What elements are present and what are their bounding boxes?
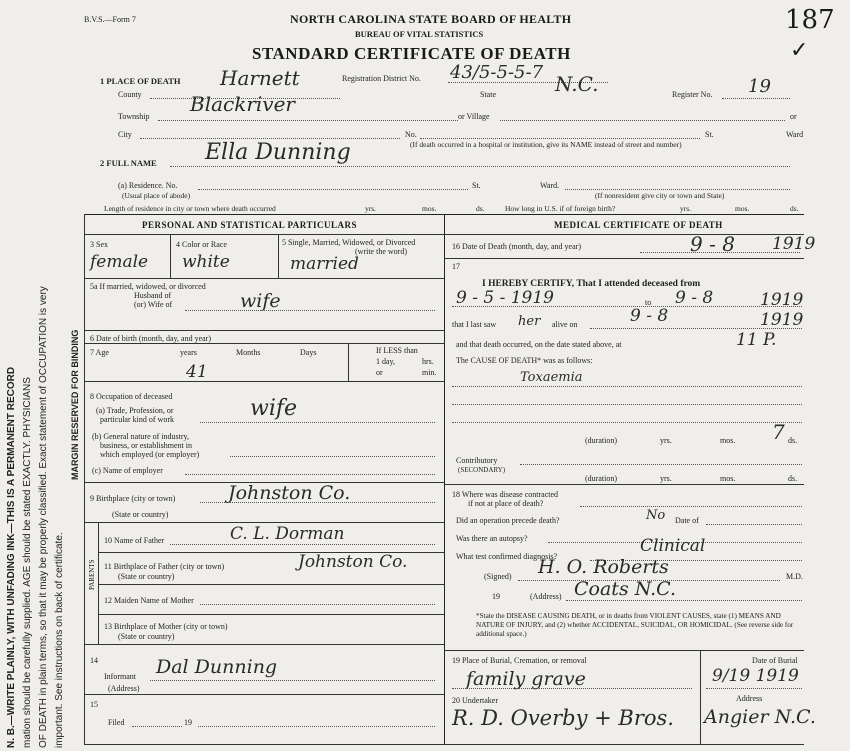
md-label: M.D. xyxy=(786,572,803,581)
informant-address-label: (Address) xyxy=(108,684,140,693)
sex-label: 3 Sex xyxy=(90,240,108,249)
foreign-mos: mos. xyxy=(735,204,750,213)
undertaker-address-value: Angier N.C. xyxy=(704,706,816,728)
duration-yrs-2: yrs. xyxy=(660,474,672,483)
age-years-value: 41 xyxy=(186,362,208,382)
occupation-a-label: (a) Trade, Profession, or xyxy=(96,406,174,415)
mother-birthplace-label: 13 Birthplace of Mother (city or town) xyxy=(104,622,228,631)
village-label: or Village xyxy=(458,112,490,121)
husband-value: wife xyxy=(240,290,281,312)
corner-number: 187 xyxy=(785,5,835,35)
duration-yrs: yrs. xyxy=(660,436,672,445)
death-occurred-label: and that death occurred, on the date stated above, at xyxy=(456,340,622,349)
burial-value: family grave xyxy=(466,668,586,690)
informant-label: Informant xyxy=(104,672,136,681)
father-label: 10 Name of Father xyxy=(104,536,165,545)
county-value: Harnett xyxy=(220,66,300,90)
medical-heading: MEDICAL CERTIFICATE OF DEATH xyxy=(554,220,723,230)
secondary-label: (SECONDARY) xyxy=(458,466,506,474)
alive-on-year: 1919 xyxy=(760,310,804,330)
marital-label-2: (write the word) xyxy=(355,247,407,256)
foreign-ds: ds. xyxy=(790,204,799,213)
item-15: 15 xyxy=(90,700,98,709)
contributory-label: Contributory xyxy=(456,456,498,465)
margin-binding-note: MARGIN RESERVED FOR BINDING xyxy=(70,329,80,480)
occupation-b3-label: which employed (or employer) xyxy=(100,450,200,459)
to-label: to xyxy=(645,298,652,307)
mother-label: 12 Maiden Name of Mother xyxy=(104,596,194,605)
city-ward-label: Ward xyxy=(786,130,804,139)
duration-ds-2: ds. xyxy=(788,474,798,483)
autopsy-label: Was there an autopsy? xyxy=(456,534,528,543)
age-label: 7 Age xyxy=(90,348,109,357)
q18-label-2: if not at place of death? xyxy=(468,499,544,508)
birthplace-value: Johnston Co. xyxy=(228,482,351,504)
duration-mos: mos. xyxy=(720,436,736,445)
foreign-yrs: yrs. xyxy=(680,204,692,213)
undertaker-address-label: Address xyxy=(736,694,763,703)
township-label: Township xyxy=(118,112,150,121)
occupation-b2-label: business, or establishment in xyxy=(100,441,192,450)
city-no-label: No. xyxy=(405,130,417,139)
residence-yrs: yrs. xyxy=(365,204,377,213)
time-of-death: 11 P. xyxy=(736,330,777,350)
duration-label-2: (duration) xyxy=(585,474,617,483)
county-label: County xyxy=(118,90,142,99)
address-19: 19 xyxy=(492,592,500,601)
test-value: Clinical xyxy=(640,536,706,556)
occupation-value: wife xyxy=(250,396,298,421)
father-birthplace-label: 11 Birthplace of Father (city or town) xyxy=(104,562,225,571)
years-label: years xyxy=(180,348,197,357)
color-label: 4 Color or Race xyxy=(176,240,227,249)
township-value: Blackriver xyxy=(190,92,295,116)
attended-from: 9 - 5 - 1919 xyxy=(456,288,554,308)
informant-number: 14 xyxy=(90,656,98,665)
operation-label: Did an operation precede death? xyxy=(456,516,560,525)
full-name-value: Ella Dunning xyxy=(205,140,351,165)
duration-label: (duration) xyxy=(585,436,617,445)
filed-label: Filed xyxy=(108,718,125,727)
dob-label: 6 Date of birth (month, day, and year) xyxy=(90,334,211,343)
check-mark: ✓ xyxy=(790,38,809,63)
signer-value: H. O. Roberts xyxy=(538,556,669,578)
city-label: City xyxy=(118,130,132,139)
informant-value: Dal Dunning xyxy=(156,656,278,678)
item-17: 17 xyxy=(452,262,460,271)
certify-statement: I HEREBY CERTIFY, That I attended deceased from xyxy=(482,279,701,289)
undertaker-value: R. D. Overby + Bros. xyxy=(452,706,674,730)
alive-on-date: 9 - 8 xyxy=(630,306,669,326)
place-of-death-label: 1 PLACE OF DEATH xyxy=(100,76,181,86)
months-label: Months xyxy=(236,348,261,357)
personal-heading: PERSONAL AND STATISTICAL PARTICULARS xyxy=(142,220,357,230)
city-st-label: St. xyxy=(705,130,714,139)
birthplace-label: 9 Birthplace (city or town) xyxy=(90,494,176,503)
husband-label: 5a If married, widowed, or divorced xyxy=(90,282,206,291)
burial-date-value: 9/19 1919 xyxy=(712,666,799,686)
min-label: min. xyxy=(422,368,437,377)
attended-to-year: 1919 xyxy=(760,290,804,310)
registration-district-value: 43/5-5-5-7 xyxy=(450,62,544,83)
attended-to: 9 - 8 xyxy=(675,288,714,308)
undertaker-label: 20 Undertaker xyxy=(452,696,498,705)
date-of-death-md: 9 - 8 xyxy=(690,232,735,256)
duration-ds: ds. xyxy=(788,436,798,445)
date-of-death-year: 1919 xyxy=(772,234,816,254)
occupation-a2-label: particular kind of work xyxy=(100,415,174,424)
filed-19: 19 xyxy=(184,718,192,727)
less-than-label: If LESS than xyxy=(376,346,418,355)
q18-label: 18 Where was disease contracted xyxy=(452,490,559,499)
father-birthplace-value: Johnston Co. xyxy=(298,552,408,572)
parents-label: PARENTS xyxy=(88,559,96,590)
mother-birthplace-sub: (State or country) xyxy=(118,632,175,641)
hospital-note: (If death occurred in a hospital or institution, give its NAME instead of street and number) xyxy=(410,140,682,149)
form-number: B.V.S.—Form 7 xyxy=(84,15,136,24)
register-no-label: Register No. xyxy=(672,90,713,99)
foreign-birth-label: How long in U.S. if of foreign birth? xyxy=(505,204,616,213)
hrs-label: hrs. xyxy=(422,357,434,366)
signed-label: (Signed) xyxy=(484,572,512,581)
color-value: white xyxy=(182,252,230,272)
residence-sub: (Usual place of abode) xyxy=(122,191,191,200)
cause-value: Toxaemia xyxy=(520,370,583,385)
last-saw-label: that I last saw xyxy=(452,320,497,329)
alive-on-label: alive on xyxy=(552,320,578,329)
test-label: What test confirmed diagnosis? xyxy=(456,552,558,561)
occupation-b-label: (b) General nature of industry, xyxy=(92,432,189,441)
marital-value: married xyxy=(290,254,359,274)
full-name-label: 2 FULL NAME xyxy=(100,158,157,168)
margin-instructions-4: important. See instructions on back of certificate. xyxy=(54,532,65,748)
last-saw-her: her xyxy=(518,314,541,329)
or-min-label: or xyxy=(376,368,383,377)
husband-label-3: (or) Wife of xyxy=(134,300,173,309)
residence-st-label: St. xyxy=(472,181,481,190)
nonresident-note: (If nonresident give city or town and State) xyxy=(595,191,725,200)
burial-label: 19 Place of Burial, Cremation, or removal xyxy=(452,656,587,665)
margin-instructions-3: OF DEATH in plain terms, so that it may be properly classified. Exact statement of OCCUPATION is very xyxy=(38,286,49,748)
birthplace-sub: (State or country) xyxy=(112,510,169,519)
days-label: Days xyxy=(300,348,317,357)
residence-mos: mos. xyxy=(422,204,437,213)
margin-instructions-2: mation should be carefully supplied. AGE should be stated EXACTLY. PHYSICIANS xyxy=(22,377,33,748)
burial-date-label: Date of Burial xyxy=(752,656,798,665)
father-value: C. L. Dorman xyxy=(230,524,345,544)
register-no-value: 19 xyxy=(748,76,771,97)
residence-ward-label: Ward. xyxy=(540,181,560,190)
address-value: Coats N.C. xyxy=(574,578,677,600)
occupation-label: 8 Occupation of deceased xyxy=(90,392,173,401)
husband-label-2: Husband of xyxy=(134,291,172,300)
residence-ds: ds. xyxy=(476,204,485,213)
state-label: State xyxy=(480,90,496,99)
operation-value: No xyxy=(646,508,666,523)
address-label: (Address) xyxy=(530,592,562,601)
duration-mos-2: mos. xyxy=(720,474,736,483)
duration-days: 7 xyxy=(772,420,785,444)
father-birthplace-sub: (State or country) xyxy=(118,572,175,581)
one-day-label: 1 day, xyxy=(376,357,396,366)
margin-instructions-1: N. B.—WRITE PLAINLY, WITH UNFADING INK—THIS IS A PERMANENT RECORD xyxy=(6,366,17,748)
board-name: NORTH CAROLINA STATE BOARD OF HEALTH xyxy=(290,12,572,26)
date-of-label: Date of xyxy=(675,516,699,525)
marital-label: 5 Single, Married, Widowed, or Divorced xyxy=(282,238,416,247)
date-of-death-label: 16 Date of Death (month, day, and year) xyxy=(452,242,581,251)
or-label: or xyxy=(790,112,797,121)
length-of-residence-label: Length of residence in city or town where death occurred xyxy=(104,204,276,213)
bureau-name: BUREAU OF VITAL STATISTICS xyxy=(355,29,484,39)
residence-label: (a) Residence. No. xyxy=(118,181,178,190)
cause-label: The CAUSE OF DEATH* was as follows: xyxy=(456,356,593,365)
cause-footnote: *State the DISEASE CAUSING DEATH, or in deaths from VIOLENT CAUSES, state (1) MEANS AND NATURE OF INJURY, and (2) whether ACCIDENTAL, SUICIDAL, OR HOMICIDAL. (See reverse side for additional space.) xyxy=(476,612,794,638)
employer-label: (c) Name of employer xyxy=(92,466,163,475)
state-value: N.C. xyxy=(555,72,599,96)
certificate-title: STANDARD CERTIFICATE OF DEATH xyxy=(252,44,571,63)
sex-value: female xyxy=(90,252,149,272)
registration-district-label: Registration District No. xyxy=(342,74,421,83)
